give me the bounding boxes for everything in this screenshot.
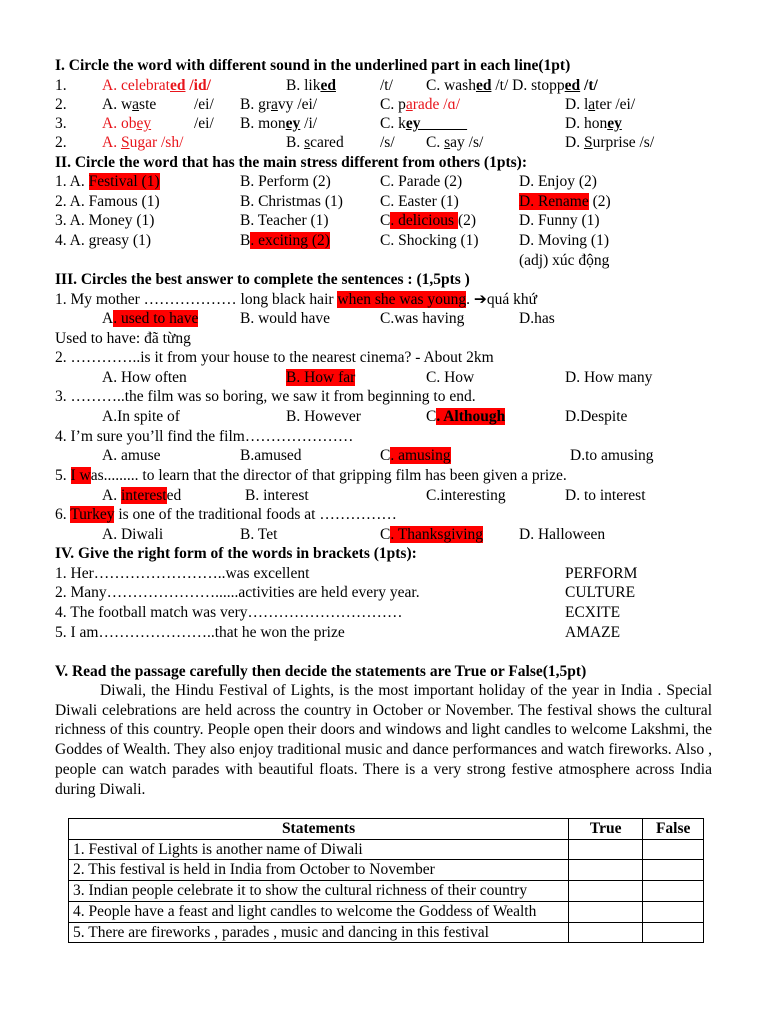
s2-row2-option-c: C. Easter (1) <box>380 193 459 210</box>
table-row <box>69 881 704 902</box>
s3-q1-option-d: D.has <box>519 310 555 327</box>
s2-row1-option-d: D. Enjoy (2) <box>519 173 597 190</box>
statement-3: 3. Indian people celebrate it to show the cultural richness of their country <box>69 881 569 902</box>
passage-text: Diwali, the Hindu Festival of Lights, is the most important holiday of the year in India . Special Diwali celebrations are held across the country in October or November. The festival shows the cultural richness of this country. People open their doors and windows and light candles to welcome Lakshmi, the Goddes of Wealth. They also enjoy traditional music and dance performances and watch fireworks. Also , people can watch parades with beautiful floats. There is a very strong festive atmosphere across India during Diwali. <box>55 682 712 798</box>
s1-row1-option-c-d: C. washed /t/ D. stopped /t/ <box>426 77 598 94</box>
s2-row2-option-b: B. Christmas (1) <box>240 193 343 210</box>
false-cell-5[interactable] <box>643 922 704 943</box>
false-cell-1[interactable] <box>643 839 704 860</box>
s4-word-3: ECXITE <box>565 604 621 621</box>
section-1-title: I. Circle the word with different sound in the underlined part in each line(1pt) <box>55 57 571 74</box>
s3-q1-option-c: C.was having <box>380 310 465 327</box>
s1-row4-option-b: B. scared <box>286 134 344 151</box>
s1-row4-option-a: A. Sugar /sh/ <box>102 134 184 151</box>
s2-row1-option-b: B. Perform (2) <box>240 173 331 190</box>
s3-q6: 6. Turkey is one of the traditional foods at …………… <box>55 506 397 523</box>
section-3-title: III. Circles the best answer to complete the sentences : (1,5pts ) <box>55 271 470 288</box>
s3-q4-option-b: B.amused <box>240 447 302 464</box>
s3-q4-option-d: D.to amusing <box>570 447 654 464</box>
s3-q3-option-c: C. Although <box>426 408 506 425</box>
s2-row3-option-b: B. Teacher (1) <box>240 212 329 229</box>
table-row <box>69 839 704 860</box>
section-2-title: II. Circle the word that has the main stress different from others (1pts): <box>55 154 527 171</box>
s3-q3-option-d: D.Despite <box>565 408 628 425</box>
statement-1: 1. Festival of Lights is another name of Diwali <box>69 839 569 860</box>
s1-row2-a-ipa: /ei/ <box>194 96 214 113</box>
s1-row2-option-b: B. gravy /ei/ <box>240 96 318 113</box>
s1-row4-option-d: D. Surprise /s/ <box>565 134 655 151</box>
true-cell-3[interactable] <box>569 881 643 902</box>
s1-row3-option-a: A. obey <box>102 115 152 132</box>
s3-q5-option-b: B. interest <box>245 487 309 504</box>
s1-row3-option-b: B. money /i/ <box>240 115 318 132</box>
s1-row2-option-c: C. parade /ɑ/ <box>380 96 460 113</box>
s4-word-4: AMAZE <box>565 624 621 641</box>
true-cell-2[interactable] <box>569 860 643 881</box>
s3-q6-option-d: D. Halloween <box>519 526 606 543</box>
s4-sentence-3: 4. The football match was very………………………… <box>55 604 403 621</box>
s4-word-2: CULTURE <box>565 584 636 601</box>
s2-row1-option-c: C. Parade (2) <box>380 173 463 190</box>
table-header-row <box>69 819 704 840</box>
s1-row3-a-ipa: /ei/ <box>194 115 214 132</box>
s2-row4-option-c: C. Shocking (1) <box>380 232 479 249</box>
s2-row1-option-a: 1. A. Festival (1) <box>55 173 160 190</box>
s1-row2-num: 2. <box>55 96 67 113</box>
s3-q2-option-a: A. How often <box>102 369 187 386</box>
statement-5: 5. There are fireworks , parades , music and dancing in this festival <box>69 922 569 943</box>
table-row <box>69 901 704 922</box>
s3-q1: 1. My mother ……………… long black hair when she was young. ➔quá khứ <box>55 291 538 308</box>
s4-sentence-2: 2. Many…………………......activities are held every year. <box>55 584 420 601</box>
s2-row3-option-d: D. Funny (1) <box>519 212 600 229</box>
s1-row4-b-ipa: /s/ <box>380 134 395 151</box>
s3-q6-option-a: A. Diwali <box>102 526 164 543</box>
s3-q1-option-b: B. would have <box>240 310 330 327</box>
s1-row4-num: 2. <box>55 134 67 151</box>
s2-row4-option-b: B. exciting (2) <box>240 232 330 249</box>
true-cell-4[interactable] <box>569 901 643 922</box>
s3-q6-option-c: C. Thanksgiving <box>380 526 484 543</box>
s1-row3-option-d: D. honey <box>565 115 622 132</box>
s1-row4-option-c: C. say /s/ <box>426 134 484 151</box>
s3-note: Used to have: đã từng <box>55 330 191 347</box>
s2-row2-option-a: 2. A. Famous (1) <box>55 193 160 210</box>
header-statements: Statements <box>69 819 569 840</box>
s1-row1-b-ipa: /t/ <box>380 77 393 94</box>
s3-q5: 5. I was......... to learn that the director of that gripping film has been given a prize. <box>55 467 567 484</box>
s2-note: (adj) xúc động <box>519 252 610 269</box>
s1-row3-option-c: C. key______ <box>380 115 467 132</box>
table-row <box>69 922 704 943</box>
table-row <box>69 860 704 881</box>
s1-row1-option-b: B. liked <box>286 77 336 94</box>
s1-row1-option-a: A. celebrated /id/ <box>102 77 211 94</box>
s3-q3: 3. ………..the film was so boring, we saw it from beginning to end. <box>55 388 476 405</box>
s3-q6-option-b: B. Tet <box>240 526 278 543</box>
s2-row2-option-d: D. Rename (2) <box>519 193 611 210</box>
s1-row3-num: 3. <box>55 115 67 132</box>
s3-q2-option-d: D. How many <box>565 369 653 386</box>
s2-row4-option-d: D. Moving (1) <box>519 232 609 249</box>
false-cell-3[interactable] <box>643 881 704 902</box>
s2-row3-option-a: 3. A. Money (1) <box>55 212 155 229</box>
reading-passage <box>55 681 712 799</box>
false-cell-2[interactable] <box>643 860 704 881</box>
s3-q2-option-c: C. How <box>426 369 475 386</box>
s3-q3-option-b: B. However <box>286 408 361 425</box>
statement-4: 4. People have a feast and light candles to welcome the Goddess of Wealth <box>69 901 569 922</box>
false-cell-4[interactable] <box>643 901 704 922</box>
s4-word-1: PERFORM <box>565 565 638 582</box>
s1-row1-num: 1. <box>55 77 67 94</box>
s3-q3-option-a: A.In spite of <box>102 408 180 425</box>
s4-sentence-1: 1. Her……………………..was excellent <box>55 565 310 582</box>
true-cell-5[interactable] <box>569 922 643 943</box>
s4-sentence-4: 5. I am…………………..that he won the prize <box>55 624 345 641</box>
section-4-title: IV. Give the right form of the words in brackets (1pts): <box>55 545 417 562</box>
s1-row2-option-a: A. waste <box>102 96 157 113</box>
s1-row2-option-d: D. later /ei/ <box>565 96 636 113</box>
s3-q1-option-a: A. used to have <box>102 310 199 327</box>
true-false-table <box>68 818 704 943</box>
s3-q4: 4. I’m sure you’ll find the film………………… <box>55 428 354 445</box>
header-true: True <box>569 819 643 840</box>
s3-q2: 2. …………..is it from your house to the nearest cinema? - About 2km <box>55 349 494 366</box>
s3-q4-option-c: C. amusing <box>380 447 451 464</box>
section-5-title: V. Read the passage carefully then decide the statements are True or False(1,5pt) <box>55 663 587 680</box>
header-false: False <box>643 819 704 840</box>
s3-q2-option-b: B. How far <box>286 369 356 386</box>
statement-2: 2. This festival is held in India from October to November <box>69 860 569 881</box>
s3-q5-option-d: D. to interest <box>565 487 646 504</box>
s3-q5-option-a: A. interested <box>102 487 182 504</box>
s2-row3-option-c: C. delicious (2) <box>380 212 477 229</box>
s3-q4-option-a: A. amuse <box>102 447 161 464</box>
s3-q5-option-c: C.interesting <box>426 487 506 504</box>
s2-row4-option-a: 4. A. greasy (1) <box>55 232 151 249</box>
true-cell-1[interactable] <box>569 839 643 860</box>
